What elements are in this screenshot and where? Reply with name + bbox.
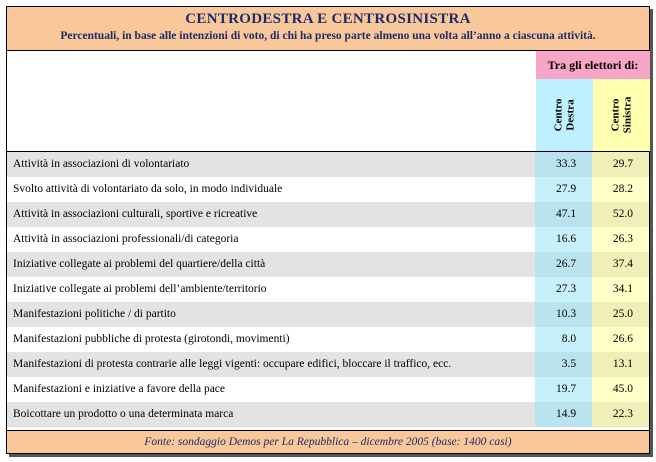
table-footer-source: Fonte: sondaggio Demos per La Repubblica – dicembre 2005 (base: 1400 casi): [7, 430, 649, 453]
column-header-centro-sinistra-label: Centro Sinistra: [609, 96, 634, 134]
row-label: Attività in associazioni di volontariato: [13, 158, 190, 170]
cell-centro-sinistra: 22.3: [592, 402, 649, 427]
row-label: Iniziative collegate ai problemi del quartiere/della città: [13, 258, 266, 270]
column-header-centro-sinistra: [593, 79, 650, 151]
column-headers: [7, 51, 649, 152]
column-header-centro-destra-label: Centro Destra: [552, 98, 577, 132]
cell-centro-sinistra: 45.0: [592, 377, 649, 402]
table-row: [7, 177, 649, 202]
cell-centro-destra: 27.9: [535, 177, 592, 202]
table-frame: [6, 6, 650, 454]
cell-centro-sinistra: 26.6: [592, 327, 649, 352]
cell-centro-destra: 10.3: [535, 302, 592, 327]
table-row: [7, 352, 649, 377]
row-label: Manifestazioni e iniziative a favore della pace: [13, 383, 226, 395]
cell-centro-destra: 19.7: [535, 377, 592, 402]
row-label: Svolto attività di volontariato da solo, in modo individuale: [13, 183, 283, 195]
row-label: Manifestazioni politiche / di partito: [13, 308, 176, 320]
row-label: Attività in associazioni professionali/di categoria: [13, 233, 239, 245]
cell-centro-destra: 47.1: [535, 202, 592, 227]
cell-centro-destra: 14.9: [535, 402, 592, 427]
table-row: [7, 202, 649, 227]
table-row: [7, 252, 649, 277]
cell-centro-sinistra: 37.4: [592, 252, 649, 277]
row-label: Iniziative collegate ai problemi dell’ambiente/territorio: [13, 283, 267, 295]
table-row: [7, 152, 649, 177]
row-label: Attività in associazioni culturali, sportive e ricreative: [13, 208, 258, 220]
cell-centro-sinistra: 34.1: [592, 277, 649, 302]
cell-centro-destra: 27.3: [535, 277, 592, 302]
table-row: [7, 377, 649, 402]
cell-centro-sinistra: 13.1: [592, 352, 649, 377]
column-group-label: Tra gli elettori di:: [536, 51, 650, 79]
table-subtitle: Percentuali, in base alle intenzioni di voto, di chi ha preso parte almeno una volta all’anno a ciascuna attività.: [60, 30, 596, 42]
table-row: [7, 402, 649, 427]
cell-centro-destra: 8.0: [535, 327, 592, 352]
table-title: CENTRODESTRA E CENTROSINISTRA: [185, 11, 471, 27]
cell-centro-sinistra: 25.0: [592, 302, 649, 327]
cell-centro-destra: 26.7: [535, 252, 592, 277]
row-label: Manifestazioni pubbliche di protesta (girotondi, movimenti): [13, 333, 290, 345]
table-row: [7, 277, 649, 302]
table-header: [7, 7, 649, 51]
cell-centro-sinistra: 29.7: [592, 152, 649, 177]
cell-centro-sinistra: 52.0: [592, 202, 649, 227]
row-label: Manifestazioni di protesta contrarie alle leggi vigenti: occupare edifici, bloccare il traffico, ecc.: [13, 358, 452, 370]
column-header-centro-destra: [536, 79, 593, 151]
table-row: [7, 302, 649, 327]
cell-centro-destra: 33.3: [535, 152, 592, 177]
cell-centro-sinistra: 26.3: [592, 227, 649, 252]
cell-centro-destra: 16.6: [535, 227, 592, 252]
table-body: [7, 152, 649, 427]
table-row: [7, 227, 649, 252]
cell-centro-sinistra: 28.2: [592, 177, 649, 202]
row-label: Boicottare un prodotto o una determinata marca: [13, 408, 234, 420]
table-row: [7, 327, 649, 352]
cell-centro-destra: 3.5: [535, 352, 592, 377]
